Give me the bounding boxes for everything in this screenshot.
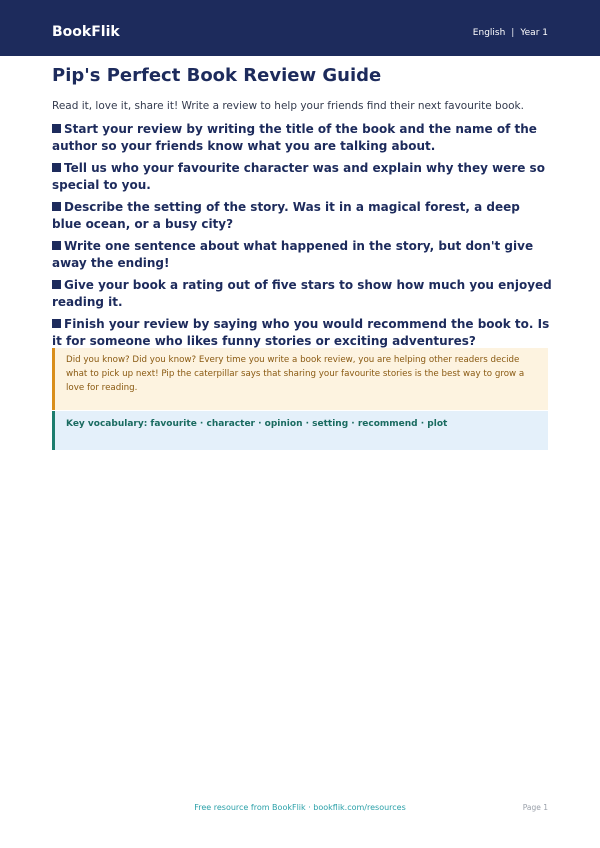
intro-text: Read it, love it, share it! Write a review to help your friends find their next favourite book. (52, 100, 524, 112)
header-separator: | (511, 28, 515, 38)
square-bullet-icon (52, 280, 61, 289)
tip-text: Give your book a rating out of five stars to show how much you enjoyed reading it. (52, 278, 552, 309)
square-bullet-icon (52, 124, 61, 133)
tip-item (52, 121, 552, 155)
tip-item (52, 277, 552, 311)
key-vocabulary-box (52, 411, 548, 450)
square-bullet-icon (52, 319, 61, 328)
tip-item (52, 160, 552, 194)
brand-logo[interactable]: BookFlik (52, 24, 120, 40)
footer-credit[interactable]: Free resource from BookFlik · bookflik.com/resources (194, 803, 406, 812)
year-label: Year 1 (520, 28, 548, 38)
tip-item (52, 199, 552, 233)
tip-text: Finish your review by saying who you would recommend the book to. Is it for someone who likes funny stories or exciting adventures? (52, 317, 550, 348)
square-bullet-icon (52, 163, 61, 172)
header-meta (473, 27, 548, 39)
page-number: Page 1 (522, 803, 548, 812)
key-vocabulary-text: Key vocabulary: favourite · character · opinion · setting · recommend · plot (66, 419, 448, 429)
square-bullet-icon (52, 241, 61, 250)
did-you-know-box (52, 348, 548, 410)
tip-text: Write one sentence about what happened in the story, but don't give away the ending! (52, 239, 534, 270)
tip-text: Describe the setting of the story. Was it in a magical forest, a deep blue ocean, or a busy city? (52, 200, 520, 231)
page-title: Pip's Perfect Book Review Guide (52, 65, 382, 86)
did-you-know-text: Did you know? Did you know? Every time you write a book review, you are helping other readers decide what to pick up next! Pip the caterpillar says that sharing your favourite stories is the best way to grow a love for reading. (66, 355, 525, 393)
tip-item (52, 238, 552, 272)
square-bullet-icon (52, 202, 61, 211)
subject-label: English (472, 28, 506, 38)
tip-item (52, 316, 552, 350)
tips-list (52, 121, 552, 355)
header-bar (0, 0, 600, 56)
tip-text: Tell us who your favourite character was and explain why they were so special to you. (52, 161, 545, 192)
tip-text: Start your review by writing the title of the book and the name of the author so your friends know what you are talking about. (52, 122, 537, 153)
